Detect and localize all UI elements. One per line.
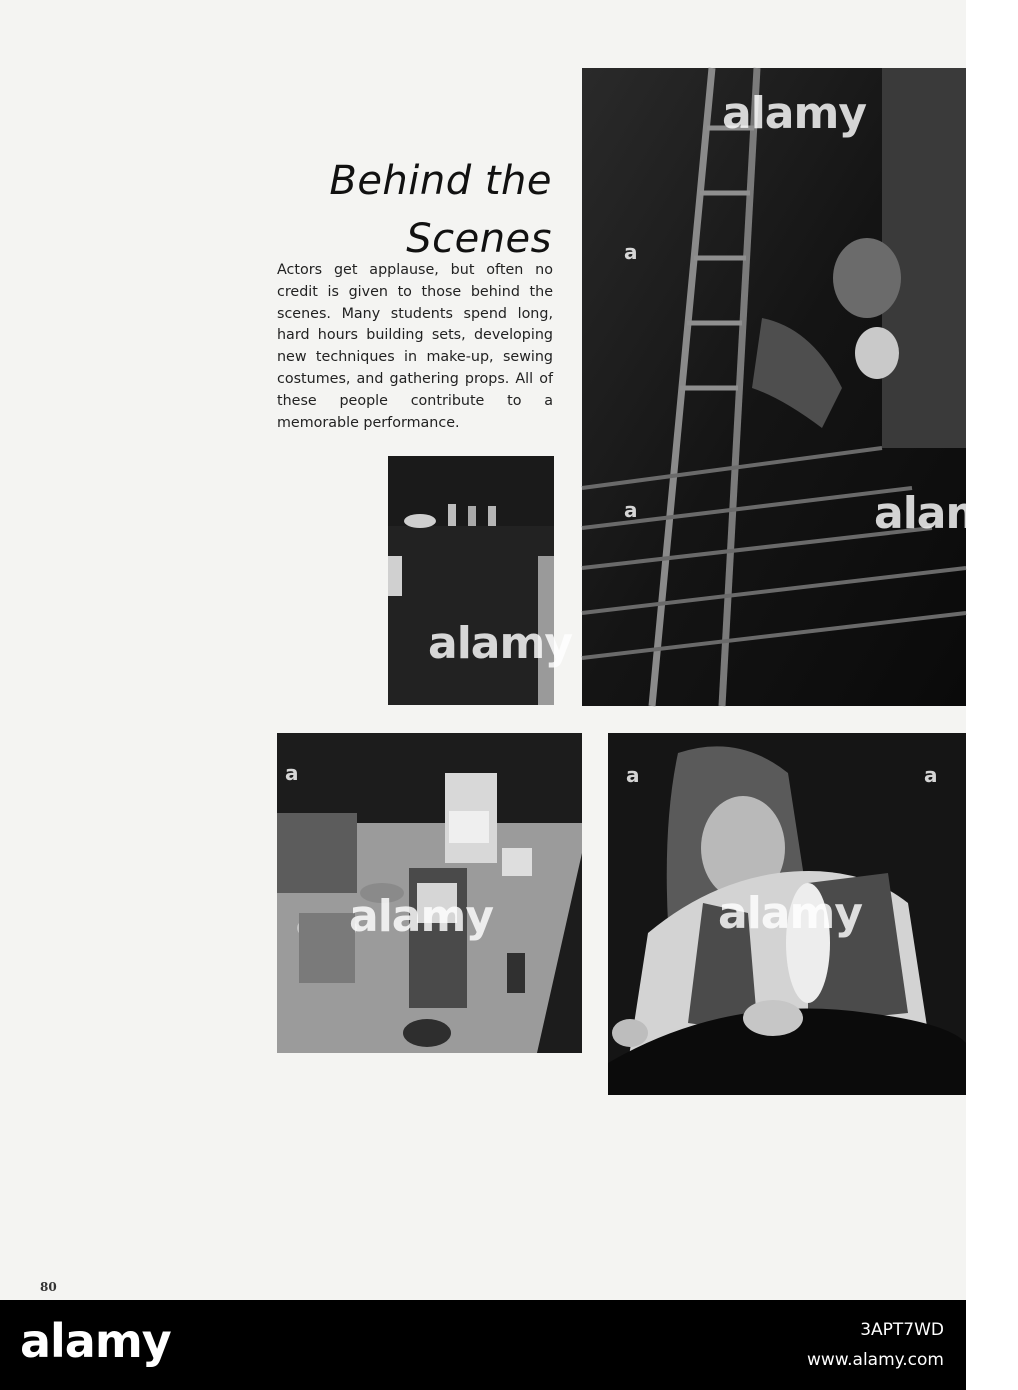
- watermark-letter: a: [626, 763, 640, 787]
- alamy-logo: alamy: [20, 1314, 171, 1368]
- watermark-text: alamy: [722, 88, 866, 139]
- page-number: 80: [40, 1280, 57, 1294]
- photo-girl-sewing: [608, 733, 966, 1095]
- photo-ladder: [582, 68, 1018, 706]
- photo-makeup-table: [277, 733, 582, 1053]
- watermark-letter: a: [624, 240, 638, 264]
- image-id: 3APT7WD: [860, 1320, 944, 1340]
- site-url: www.alamy.com: [806, 1350, 944, 1370]
- watermark-letter: a: [624, 498, 638, 522]
- watermark-letter: a: [285, 761, 299, 785]
- page-title: [300, 152, 552, 268]
- caption-paragraph: Actors get applause, but often no credit is given to those behind the scenes. Many students spend long, hard hours building sets, developing new techniques in make-up, sewing costumes, and gathering props. All of these people contribute to a memorable performance.: [277, 262, 553, 431]
- watermark-text: alamy: [428, 618, 572, 669]
- watermark-text: alamy: [874, 488, 1018, 539]
- watermark-text: alamy: [349, 891, 493, 942]
- watermark-letter: a: [924, 763, 938, 787]
- title-line-2: Scenes: [406, 215, 552, 262]
- photo-props-table: [388, 456, 572, 705]
- watermark-text: alamy: [718, 888, 862, 939]
- title-line-1: Behind the: [329, 157, 552, 204]
- stock-footer-bar: [0, 1300, 966, 1390]
